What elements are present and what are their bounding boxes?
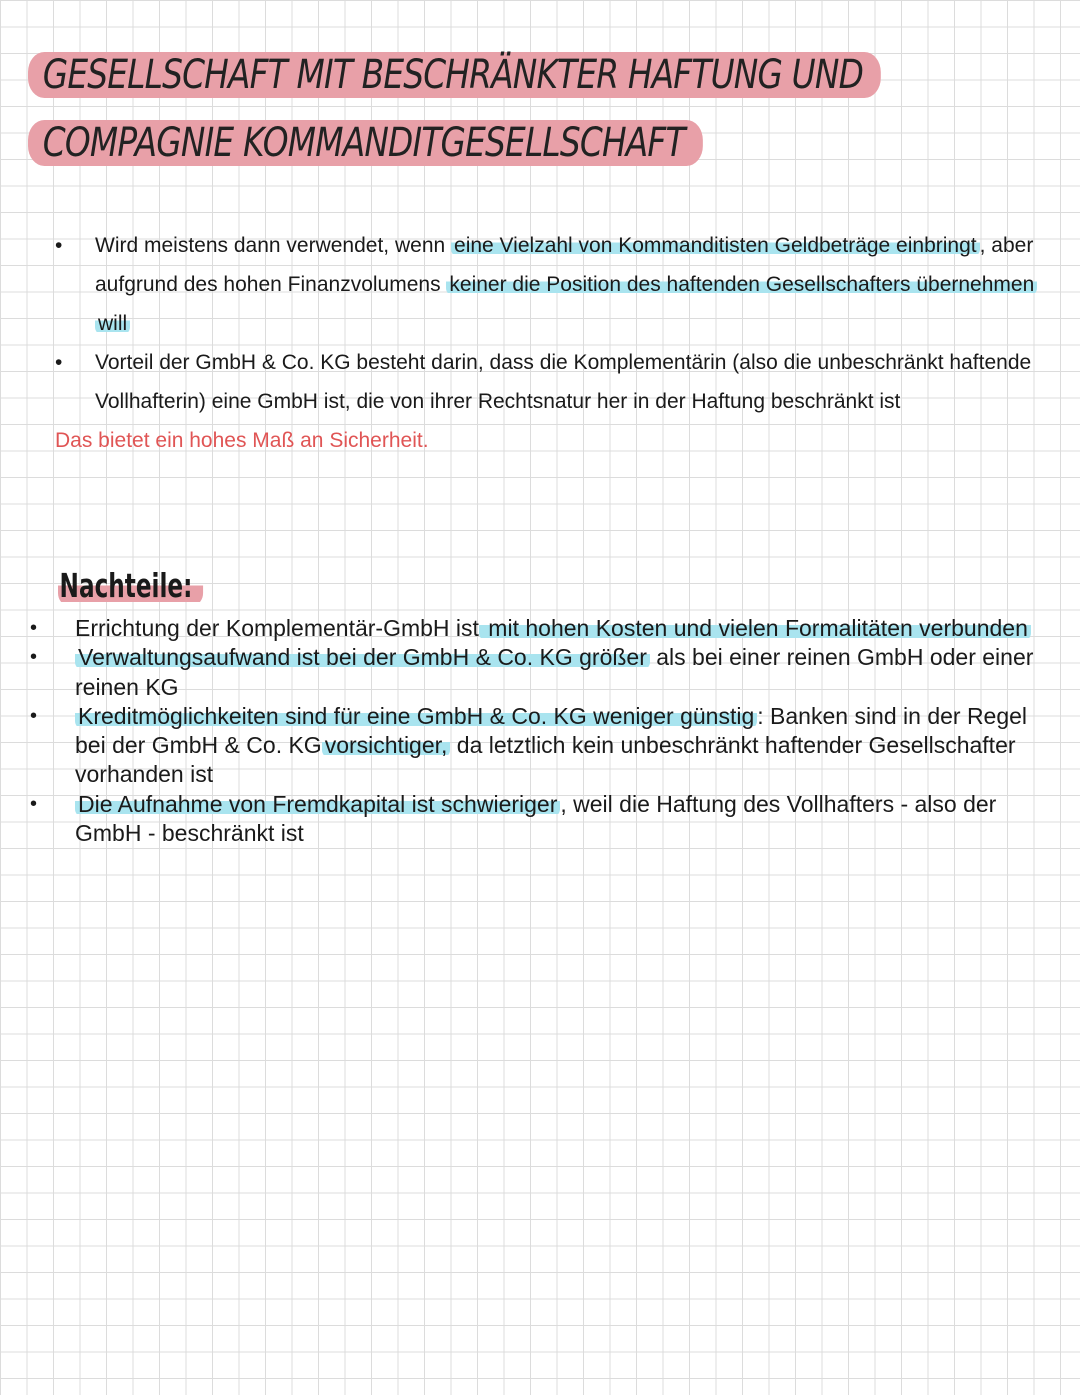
list-item <box>55 343 1035 421</box>
highlighted-text: mit hohen Kosten und vielen Formalitäten verbunden <box>479 615 1031 641</box>
disadvantages-list <box>30 614 1040 848</box>
text: : Banken sind in der Regel bei der GmbH & Co. KG <box>75 702 1028 759</box>
title-highlight: COMPAGNIE KOMMANDITGESELLSCHAFT <box>28 120 703 166</box>
heading-text: Nachteile: <box>58 566 203 605</box>
bullet-icon: • <box>30 617 38 639</box>
bullet-icon: • <box>30 646 38 669</box>
list-item <box>30 790 1040 849</box>
text: als bei einer reinen GmbH oder einer reinen KG <box>75 644 1034 700</box>
highlighted-text: keiner die Position des haftenden Gesellschafters übernehmen will <box>95 273 1037 335</box>
bullet-icon: • <box>55 351 63 374</box>
list-item <box>55 226 1035 343</box>
highlighted-text: vorsichtiger, <box>322 732 451 758</box>
highlighted-text: Kreditmöglichkeiten sind für eine GmbH & Co. KG weniger günstig <box>75 703 757 729</box>
text: Wird meistens dann verwendet, wenn <box>95 234 452 257</box>
page-title-line-1 <box>28 52 881 98</box>
page-title-line-2 <box>28 120 703 166</box>
text: , aber aufgrund des hohen Finanzvolumens <box>95 234 1034 296</box>
text: Vorteil der GmbH & Co. KG besteht darin, dass die Komplementärin (also die unbeschränkt haftende Vollhafterin) eine GmbH ist, die von ihrer Rechtsnatur her in der Haftung beschränkt ist <box>95 351 1032 413</box>
text: , weil die Haftung des Vollhafters - also der GmbH - beschränkt ist <box>75 790 997 847</box>
disadvantages-section <box>30 614 1040 848</box>
disadvantages-heading <box>58 566 203 605</box>
list-item <box>30 614 1040 643</box>
text: Errichtung der Komplementär-GmbH ist <box>75 615 479 641</box>
title-highlight: GESELLSCHAFT MIT BESCHRÄNKTER HAFTUNG UND <box>28 52 881 98</box>
advantages-section <box>55 226 1035 460</box>
list-item <box>30 702 1040 790</box>
bullet-icon: • <box>30 704 38 727</box>
highlighted-text: Die Aufnahme von Fremdkapital ist schwieriger <box>75 791 560 817</box>
advantages-list <box>55 226 1035 421</box>
bullet-icon: • <box>30 792 38 815</box>
bullet-icon: • <box>55 234 63 257</box>
highlighted-text: eine Vielzahl von Kommanditisten Geldbeträge einbringt <box>451 234 980 257</box>
red-note: Das bietet ein hohes Maß an Sicherheit. <box>55 429 429 452</box>
highlighted-text: Verwaltungsaufwand ist bei der GmbH & Co. KG größer <box>75 644 650 670</box>
text: da letztlich kein unbeschränkt haftender Gesellschafter vorhanden ist <box>75 732 1016 788</box>
list-item <box>30 643 1040 702</box>
